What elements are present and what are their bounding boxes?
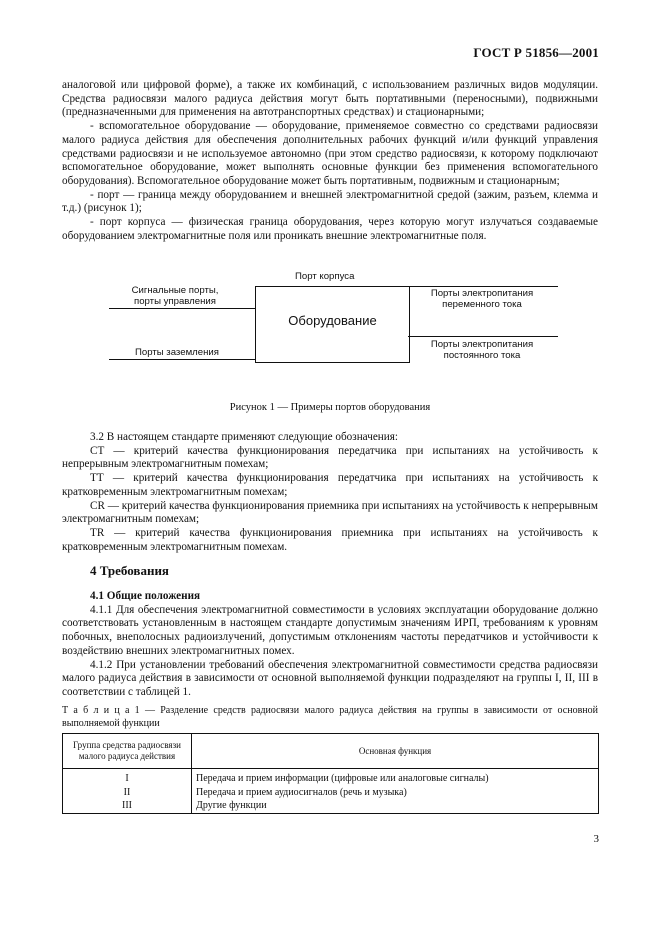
- left-bottom-line: [109, 359, 256, 360]
- table-header-function: Основная функция: [192, 734, 599, 769]
- table-cell-group: II: [63, 786, 192, 800]
- table-row: [63, 786, 599, 800]
- table-cell-function: Другие функции: [192, 799, 599, 813]
- clause-4-1-1: 4.1.1 Для обеспечения электромагнитной совместимости в условиях эксплуатации оборудование должно соответствовать установленным в настоящем стандарте допустимым значениям ИРП, требованиям к уровням побочных, внеполосных радиоизлучений, допустимым отклонениям частоты передатчиков и устойчивости к воздействию внешних электромагнитных помех.: [62, 603, 598, 657]
- section-4-1-title: 4.1 Общие положения: [90, 590, 201, 602]
- left-top-line: [109, 308, 256, 309]
- right-top-label: [422, 288, 542, 310]
- section-3-2-intro: 3.2 В настоящем стандарте применяют следующие обозначения:: [90, 431, 399, 443]
- right-top-line-2: переменного тока: [442, 299, 522, 310]
- table-cell-group: I: [63, 769, 192, 786]
- intro-paragraph: [62, 79, 598, 243]
- left-top-line-1: Сигнальные порты,: [131, 285, 219, 296]
- definition-auxiliary: - вспомогательное оборудование — оборудование, применяемое совместно со средствами радиосвязи малого радиуса действия для обеспечения дополнительных рабочих функций и/или функций управления средствами радиосвязи и не используемое автономно (при этом средство радиосвязи, к которому подключают вспомогательное оборудование, может выполнять основные функции без применения вспомогательного оборудования). Вспомогательное оборудование может быть портативным, подвижным и стационарным;: [62, 120, 598, 187]
- section-4-1: [62, 590, 598, 700]
- figure-top-label: Порт корпуса: [295, 271, 355, 282]
- left-bottom-label: Порты заземления: [135, 347, 219, 358]
- table-caption: Т а б л и ц а 1 — Разделение средств радиосвязи малого радиуса действия на группы в зависимости от основной выполняемой функции: [62, 705, 598, 729]
- table-cell-function: Передача и прием аудиосигналов (речь и музыка): [192, 786, 599, 800]
- right-top-line: [408, 286, 558, 287]
- right-bottom-line-2: постоянного тока: [443, 350, 521, 361]
- table-header-group: Группа средства радиосвязи малого радиуса действия: [63, 734, 192, 769]
- designation-tr: TR — критерий качества функционирования приемника при испытаниях на устойчивость к кратковременным электромагнитным помехам.: [62, 526, 598, 553]
- right-bottom-line: [408, 336, 558, 337]
- groups-table: [62, 733, 599, 814]
- equipment-label: Оборудование: [288, 313, 377, 328]
- definition-port: - порт — граница между оборудованием и внешней электромагнитной средой (зажим, разъем, клемма и т.д.) (рисунок 1);: [62, 188, 598, 215]
- definition-enclosure-port: - порт корпуса — физическая граница оборудования, через которую могут излучаться создаваемые оборудованием электромагнитные поля или проникать внешние электромагнитные поля.: [62, 216, 598, 242]
- table-cell-function: Передача и прием информации (цифровые или аналоговые сигналы): [192, 769, 599, 786]
- table-row: [63, 769, 599, 786]
- designation-tt: ТТ — критерий качества функционирования передатчика при испытаниях на устойчивость к кратковременным электромагнитным помехам;: [62, 472, 598, 498]
- table-row: [63, 799, 599, 813]
- figure-caption: Рисунок 1 — Примеры портов оборудования: [229, 402, 431, 413]
- table-header-row: [63, 734, 599, 769]
- section-3-2: [62, 431, 598, 554]
- left-top-line-2: порты управления: [134, 296, 216, 307]
- clause-4-1-2: 4.1.2 При установлении требований обеспечения электромагнитной совместимости средства радиосвязи малого радиуса действия в зависимости от основной выполняемой функции подразделяют на группы I, II, III в соответствии с таблицей 1.: [62, 658, 598, 698]
- designation-cr: CR — критерий качества функционирования приемника при испытаниях на устойчивость к непрерывным электромагнитным помехам;: [62, 499, 598, 526]
- document-header: ГОСТ Р 51856—2001: [473, 45, 599, 60]
- figure-ports: [62, 268, 598, 396]
- right-top-line-1: Порты электропитания: [430, 288, 534, 299]
- right-bottom-line-1: Порты электропитания: [430, 339, 534, 350]
- left-top-label: [120, 285, 230, 307]
- table-cell-group: III: [63, 799, 192, 813]
- page-number: 3: [593, 833, 599, 845]
- section-4-title: 4 Требования: [90, 563, 169, 578]
- equipment-box: [255, 286, 410, 363]
- designation-ct: СТ — критерий качества функционирования передатчика при испытаниях на устойчивость к непрерывным электромагнитным помехам;: [62, 444, 598, 471]
- paragraph: аналоговой или цифровой форме), а также их комбинаций, с использованием различных видов модуляции. Средства радиосвязи малого радиуса действия могут быть портативными (переносными), подвижными (предназначенными для применения на автотранспортных средствах) и стационарными;: [62, 79, 598, 119]
- right-bottom-label: [422, 339, 542, 361]
